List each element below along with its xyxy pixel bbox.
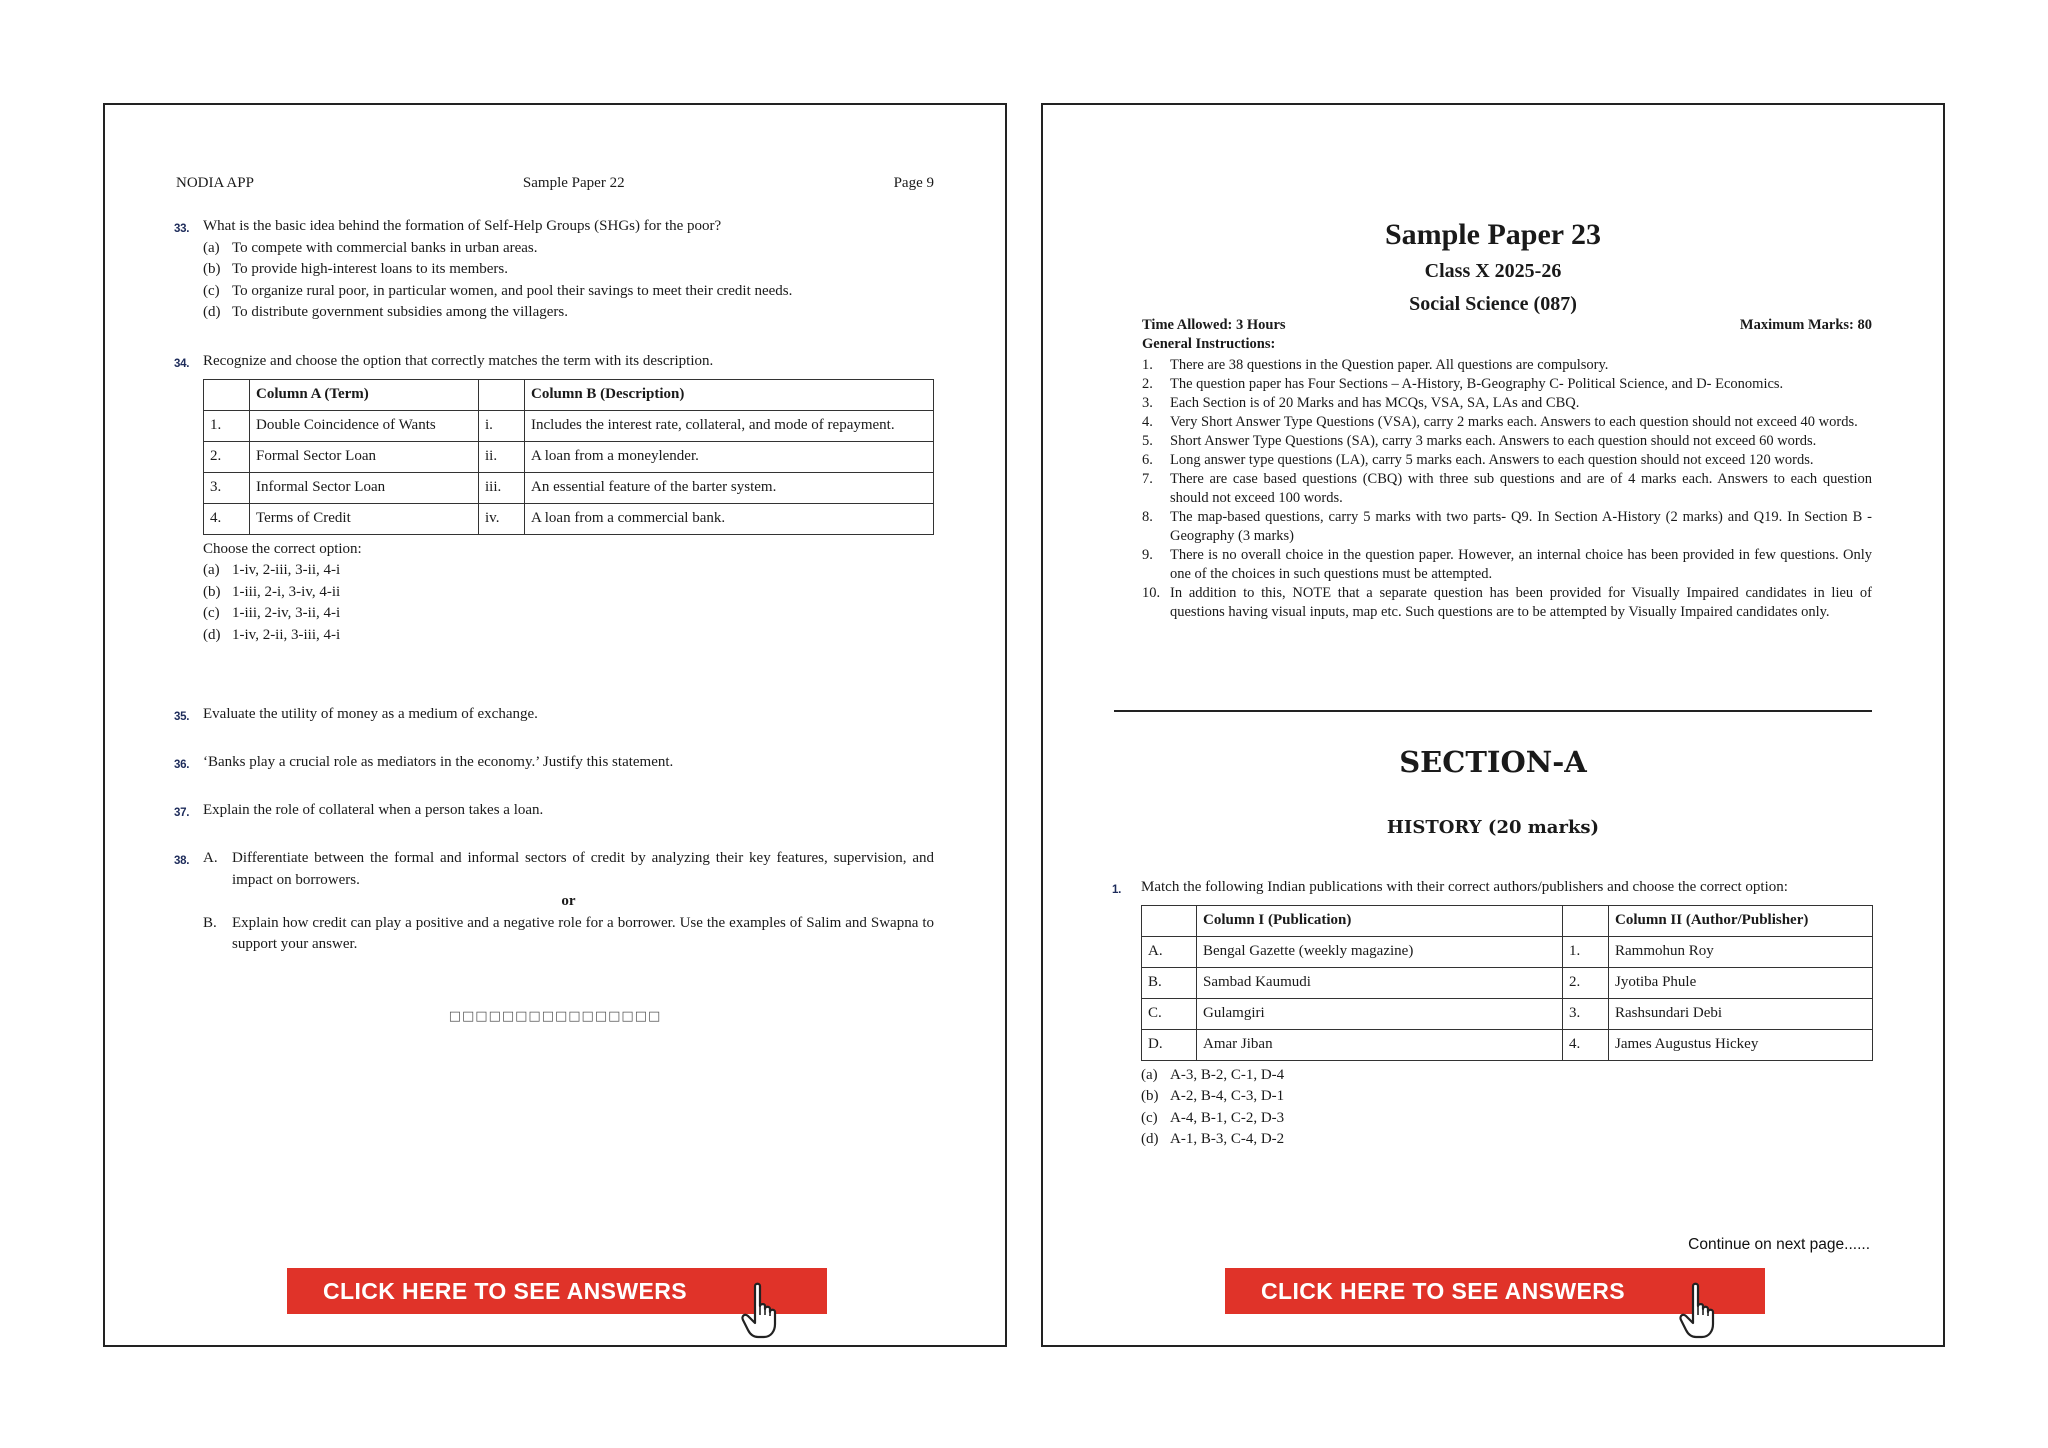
question-33 — [174, 216, 934, 324]
header-app-name: NODIA APP — [176, 175, 254, 191]
column-a-header: Column A (Term) — [250, 379, 479, 410]
column-b-header: Column B (Description) — [525, 379, 934, 410]
question-37 — [174, 800, 934, 822]
time-allowed: Time Allowed: 3 Hours — [1142, 317, 1286, 333]
question-text: Match the following Indian publications with their correct authors/publishers and choose the correct option: — [1141, 879, 1788, 895]
question-number: 1. — [1112, 884, 1121, 896]
question-number: 35. — [174, 711, 190, 723]
continue-note: Continue on next page...... — [1688, 1236, 1870, 1253]
question-number: 33. — [174, 223, 190, 235]
maximum-marks: Maximum Marks: 80 — [1739, 317, 1872, 333]
column-i-header: Column I (Publication) — [1197, 905, 1563, 936]
page-header — [176, 175, 934, 192]
pointing-hand-icon — [1679, 1282, 1729, 1340]
list-item: 1. There are 38 questions in the Question paper. All questions are compulsory. — [1142, 357, 1609, 373]
table-row: 1. Double Coincidence of Wants i. Includes the interest rate, collateral, and mode of repayment. — [204, 410, 934, 441]
banner-label: CLICK HERE TO SEE ANSWERS — [1261, 1278, 1625, 1304]
history-title: HISTORY (20 marks) — [1386, 817, 1600, 838]
table-row: 3. Informal Sector Loan iii. An essential feature of the barter system. — [204, 472, 934, 503]
question-35 — [174, 704, 934, 726]
option-a: (a) A-3, B-2, C-1, D-4 — [1141, 1066, 1285, 1083]
table-row: D. Amar Jiban 4. James Augustus Hickey — [1142, 1029, 1873, 1060]
option-c: (c) To organize rural poor, in particular women, and pool their savings to meet their credit needs. — [203, 282, 793, 299]
option-b: (b) A-2, B-4, C-3, D-1 — [1141, 1088, 1285, 1104]
banner-label: CLICK HERE TO SEE ANSWERS — [323, 1278, 687, 1304]
question-text: Explain the role of collateral when a person takes a loan. — [203, 802, 544, 818]
section-title: SECTION-A — [1399, 745, 1587, 779]
option-b-text: B. Explain how credit can play a positive and a negative role for a borrower. Use the examples of Salim and Swapna to support your answer. — [203, 914, 934, 952]
table-header-row — [204, 379, 934, 410]
list-item: 5. Short Answer Type Questions (SA), carry 3 marks each. Answers to each question should not exceed 60 words. — [1142, 433, 1817, 449]
question-34 — [174, 351, 934, 646]
class-line: Class X 2025-26 — [1424, 260, 1562, 282]
header-page-number: Page 9 — [893, 175, 934, 191]
see-answers-banner[interactable] — [287, 1268, 827, 1314]
question-1 — [1112, 877, 1872, 1151]
meta-row — [1142, 317, 1872, 334]
list-item: 9. There is no overall choice in the question paper. However, an internal choice has been provided in few questions. Only one of the choices in such questions must be attempted. — [1142, 547, 1872, 582]
see-answers-banner[interactable] — [1225, 1268, 1765, 1314]
question-number: 37. — [174, 807, 190, 819]
pointing-hand-icon — [741, 1282, 791, 1340]
option-c: (c) A-4, B-1, C-2, D-3 — [1141, 1109, 1285, 1126]
list-item: 10. In addition to this, NOTE that a separate question has been provided for Visually Impaired candidates in lieu of questions having visual inputs, map etc. Such questions are to be attempted by Visually Impaired candidates only. — [1142, 585, 1872, 620]
subject-line: Social Science (087) — [1409, 293, 1577, 315]
option-c: (c) 1-iii, 2-iv, 3-ii, 4-i — [203, 605, 341, 621]
table-row: A. Bengal Gazette (weekly magazine) 1. Rammohun Roy — [1142, 936, 1873, 967]
list-item: 7. There are case based questions (CBQ) with three sub questions and are of 4 marks each. Answers to each question should not exceed 100 words. — [1142, 471, 1872, 506]
table-row: C. Gulamgiri 3. Rashsundari Debi — [1142, 998, 1873, 1029]
option-d: (d) A-1, B-3, C-4, D-2 — [1141, 1131, 1285, 1147]
question-text: What is the basic idea behind the formation of Self-Help Groups (SHGs) for the poor? — [203, 218, 722, 234]
header-paper-name: Sample Paper 22 — [522, 175, 625, 191]
general-instructions-heading: General Instructions: — [1142, 336, 1276, 352]
table-row: B. Sambad Kaumudi 2. Jyotiba Phule — [1142, 967, 1873, 998]
option-a: (a) To compete with commercial banks in urban areas. — [203, 239, 538, 256]
question-text: Recognize and choose the option that correctly matches the term with its description. — [203, 353, 714, 369]
option-d: (d) 1-iv, 2-ii, 3-iii, 4-i — [203, 626, 341, 643]
table-row: 2. Formal Sector Loan ii. A loan from a moneylender. — [204, 441, 934, 472]
question-number: 36. — [174, 759, 190, 771]
column-ii-header: Column II (Author/Publisher) — [1609, 905, 1873, 936]
option-a: (a) 1-iv, 2-iii, 3-ii, 4-i — [203, 562, 341, 578]
list-item: 4. Very Short Answer Type Questions (VSA), carry 2 marks each. Answers to each question should not exceed 40 words. — [1142, 414, 1858, 430]
or-separator: or — [561, 893, 576, 909]
placeholder-boxes: □□□□□□□□□□□□□□□□ — [448, 1009, 662, 1024]
choose-prompt: Choose the correct option: — [203, 540, 362, 557]
match-table — [1141, 905, 1873, 1061]
list-item: 8. The map-based questions, carry 5 marks with two parts- Q9. In Section A-History (2 marks) and Q19. In Section B -Geography (3 marks) — [1142, 509, 1872, 544]
page-right — [1041, 103, 1945, 1347]
option-d: (d) To distribute government subsidies among the villagers. — [203, 304, 568, 320]
option-b: (b) 1-iii, 2-i, 3-iv, 4-ii — [203, 583, 341, 600]
question-text: ‘Banks play a crucial role as mediators in the economy.’ Justify this statement. — [203, 754, 674, 770]
divider — [1114, 710, 1872, 712]
paper-title: Sample Paper 23 — [1384, 218, 1602, 251]
question-text: Evaluate the utility of money as a medium of exchange. — [203, 706, 538, 722]
table-header-row — [1142, 905, 1873, 936]
list-item: 2. The question paper has Four Sections – A-History, B-Geography C- Political Science, and D- Economics. — [1142, 376, 1784, 392]
question-number: 38. — [174, 855, 190, 867]
question-number: 34. — [174, 358, 190, 370]
question-38 — [174, 848, 934, 956]
question-36 — [174, 752, 934, 774]
list-item: 3. Each Section is of 20 Marks and has MCQs, VSA, SA, LAs and CBQ. — [1142, 395, 1580, 411]
option-a-text: A. Differentiate between the formal and informal sectors of credit by analyzing their key features, supervision, and impact on borrowers. — [203, 850, 934, 888]
page-left — [103, 103, 1007, 1347]
list-item: 6. Long answer type questions (LA), carry 5 marks each. Answers to each question should not exceed 120 words. — [1142, 452, 1814, 468]
table-row: 4. Terms of Credit iv. A loan from a commercial bank. — [204, 503, 934, 534]
match-table — [203, 379, 934, 535]
option-b: (b) To provide high-interest loans to its members. — [203, 261, 508, 277]
instructions-list — [1142, 356, 1872, 622]
